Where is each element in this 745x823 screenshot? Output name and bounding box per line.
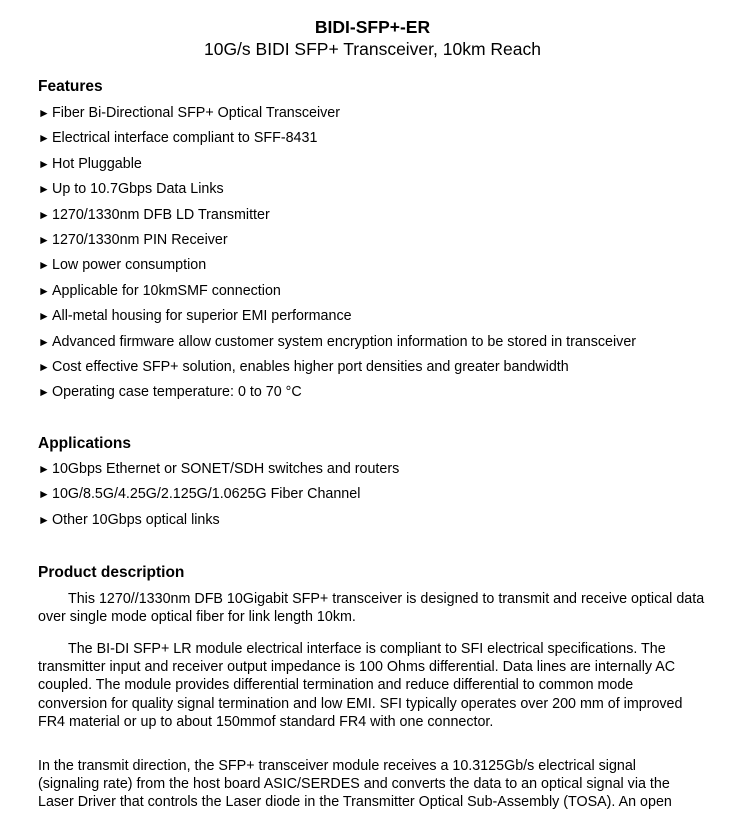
description-paragraph-1 xyxy=(38,590,718,626)
feature-item xyxy=(38,177,636,202)
feature-text: All-metal housing for superior EMI performance xyxy=(52,308,352,325)
feature-text: Cost effective SFP+ solution, enables higher port densities and greater bandwidth xyxy=(52,358,569,375)
bullet-arrow-icon: ► xyxy=(38,512,50,527)
paragraph-line: FR4 material or up to about 150mmof standard FR4 with one connector. xyxy=(38,713,494,730)
paragraph-line: over single mode optical fiber for link length 10km. xyxy=(38,609,356,626)
feature-item xyxy=(38,304,636,329)
feature-text: 1270/1330nm PIN Receiver xyxy=(52,231,228,248)
feature-text: Fiber Bi-Directional SFP+ Optical Transceiver xyxy=(52,105,341,121)
bullet-arrow-icon: ► xyxy=(38,309,50,324)
feature-item xyxy=(38,279,636,304)
feature-item xyxy=(38,380,636,405)
bullet-arrow-icon: ► xyxy=(38,232,50,247)
applications-heading: Applications xyxy=(38,435,132,452)
paragraph-line: This 1270//1330nm DFB 10Gigabit SFP+ transceiver is designed to transmit and receive optical data xyxy=(68,591,705,607)
paragraph-line: coupled. The module provides differential termination and reduce differential to common mode xyxy=(38,677,634,694)
paragraph-line: transmitter input and receiver output impedance is 100 Ohms differential. Data lines are internally AC xyxy=(38,659,676,676)
feature-text: Up to 10.7Gbps Data Links xyxy=(52,181,224,198)
description-paragraph-3 xyxy=(38,757,718,812)
bullet-arrow-icon: ► xyxy=(38,106,50,120)
feature-text: Operating case temperature: 0 to 70 °C xyxy=(52,384,302,401)
paragraph-line: In the transmit direction, the SFP+ transceiver module receives a 10.3125Gb/s electrical signal xyxy=(38,758,636,774)
feature-text: Hot Pluggable xyxy=(52,155,142,172)
bullet-arrow-icon: ► xyxy=(38,156,50,171)
feature-item xyxy=(38,330,636,355)
application-text: 10G/8.5G/4.25G/2.125G/1.0625G Fiber Channel xyxy=(52,486,361,503)
application-text: 10Gbps Ethernet or SONET/SDH switches and routers xyxy=(52,461,400,477)
description-paragraph-2 xyxy=(38,640,718,731)
paragraph-line: The BI-DI SFP+ LR module electrical interface is compliant to SFI electrical specifications. The xyxy=(68,641,666,657)
bullet-arrow-icon: ► xyxy=(38,182,50,197)
application-item xyxy=(38,508,399,533)
feature-item xyxy=(38,126,636,151)
feature-item xyxy=(38,203,636,228)
feature-item xyxy=(38,253,636,278)
application-item xyxy=(38,457,399,482)
bullet-arrow-icon: ► xyxy=(38,131,50,146)
bullet-arrow-icon: ► xyxy=(38,207,50,222)
bullet-arrow-icon: ► xyxy=(38,283,50,298)
bullet-arrow-icon: ► xyxy=(38,334,50,349)
paragraph-line: conversion for quality signal termination and low EMI. SFI typically operates over 200 mm of improved xyxy=(38,695,683,712)
feature-item xyxy=(38,228,636,253)
feature-text: Low power consumption xyxy=(52,257,207,274)
document-subtitle: 10G/s BIDI SFP+ Transceiver, 10km Reach xyxy=(203,39,541,59)
document-title: BIDI-SFP+-ER xyxy=(314,17,431,37)
feature-text: Applicable for 10kmSMF connection xyxy=(52,282,281,299)
bullet-arrow-icon: ► xyxy=(38,258,50,273)
bullet-arrow-icon: ► xyxy=(38,487,50,502)
application-item xyxy=(38,482,399,507)
feature-item xyxy=(38,355,636,380)
features-heading: Features xyxy=(38,78,103,95)
feature-text: Electrical interface compliant to SFF-8431 xyxy=(52,130,318,147)
application-text: Other 10Gbps optical links xyxy=(52,511,220,528)
paragraph-line: Laser Driver that controls the Laser diode in the Transmitter Optical Sub-Assembly (TOSA). An open xyxy=(38,794,672,811)
bullet-arrow-icon: ► xyxy=(38,462,50,476)
bullet-arrow-icon: ► xyxy=(38,385,50,400)
applications-list xyxy=(38,457,399,533)
product-description-heading: Product description xyxy=(38,564,185,581)
features-list xyxy=(38,101,636,406)
paragraph-line: (signaling rate) from the host board ASIC/SERDES and converts the data to an optical signal via the xyxy=(38,776,670,793)
bullet-arrow-icon: ► xyxy=(38,359,50,374)
feature-text: Advanced firmware allow customer system encryption information to be stored in transceiver xyxy=(52,333,637,350)
feature-text: 1270/1330nm DFB LD Transmitter xyxy=(52,206,270,223)
feature-item xyxy=(38,101,636,126)
feature-item xyxy=(38,152,636,177)
